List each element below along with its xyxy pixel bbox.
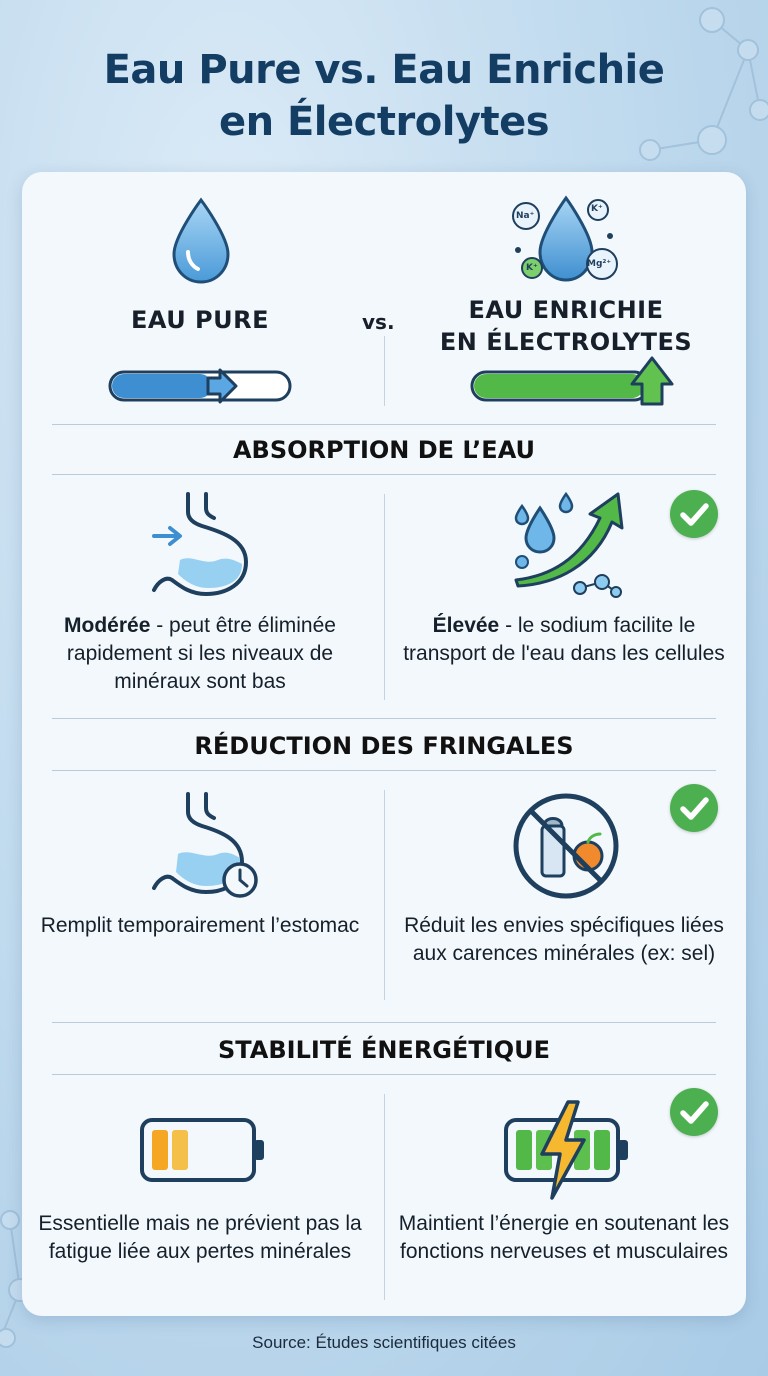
column-divider: [384, 1094, 385, 1300]
high-absorption-bar: [470, 354, 674, 406]
section-title-cravings: RÉDUCTION DES FRINGALES: [194, 732, 574, 760]
section-title-energy: STABILITÉ ÉNERGÉTIQUE: [218, 1036, 550, 1064]
stomach-icon: [148, 490, 258, 600]
title-line-1: Eau Pure vs. Eau Enrichie: [103, 47, 665, 93]
divider: [52, 424, 716, 425]
enriched-water-label-line1: EAU ENRICHIE: [468, 296, 664, 324]
ion-mg: Mg²⁺: [587, 259, 612, 269]
divider: [52, 474, 716, 475]
low-absorption-bar: [108, 368, 294, 404]
title-line-2: en Électrolytes: [218, 99, 550, 145]
page-title: [0, 44, 768, 148]
no-salt-icon: [510, 790, 622, 902]
absorption-right-strong: Élevée: [432, 614, 500, 637]
cravings-right-text: Réduit les envies spécifiques liées aux carences minérales (ex: sel): [404, 914, 724, 965]
energy-left-text: Essentielle mais ne prévient pas la fatigue liée aux pertes minérales: [38, 1212, 362, 1263]
header-divider: [384, 336, 385, 406]
vs-label: vs.: [362, 310, 395, 334]
enriched-water-label-line2: EN ÉLECTROLYTES: [439, 328, 693, 356]
divider: [52, 1022, 716, 1023]
divider: [52, 718, 716, 719]
column-divider: [384, 790, 385, 1000]
absorption-left-strong: Modérée: [64, 614, 151, 637]
stomach-clock-icon: [144, 790, 264, 900]
source-footnote: Source: Études scientifiques citées: [252, 1333, 516, 1352]
column-divider: [384, 494, 385, 700]
section-title-absorption: ABSORPTION DE L’EAU: [232, 436, 536, 464]
absorption-left-body: - peut être éliminée rapidement si les niveaux de minéraux sont bas: [66, 614, 336, 693]
divider: [52, 1074, 716, 1075]
divider: [52, 770, 716, 771]
absorption-left-text: [30, 612, 370, 696]
ion-k-bottom: K⁺: [526, 263, 538, 273]
absorption-right-body: - le sodium facilite le transport de l'eau dans les cellules: [403, 614, 725, 665]
energy-right-text: Maintient l’énergie en soutenant les fonctions nerveuses et musculaires: [398, 1212, 730, 1263]
enriched-water-label: [406, 294, 726, 358]
ion-k-top: K⁺: [591, 204, 603, 214]
rising-arrow-icon: [510, 488, 630, 600]
checkmark-icon: [670, 1088, 718, 1136]
charged-battery-icon: [502, 1098, 634, 1202]
pure-water-label: EAU PURE: [130, 306, 270, 334]
checkmark-icon: [670, 784, 718, 832]
cravings-left-text: Remplit temporairement l’estomac: [40, 914, 360, 937]
checkmark-icon: [670, 490, 718, 538]
low-battery-icon: [138, 1114, 270, 1186]
ion-na: Na⁺: [516, 211, 535, 221]
water-drop-icon: [166, 196, 236, 286]
absorption-right-text: [394, 612, 734, 668]
